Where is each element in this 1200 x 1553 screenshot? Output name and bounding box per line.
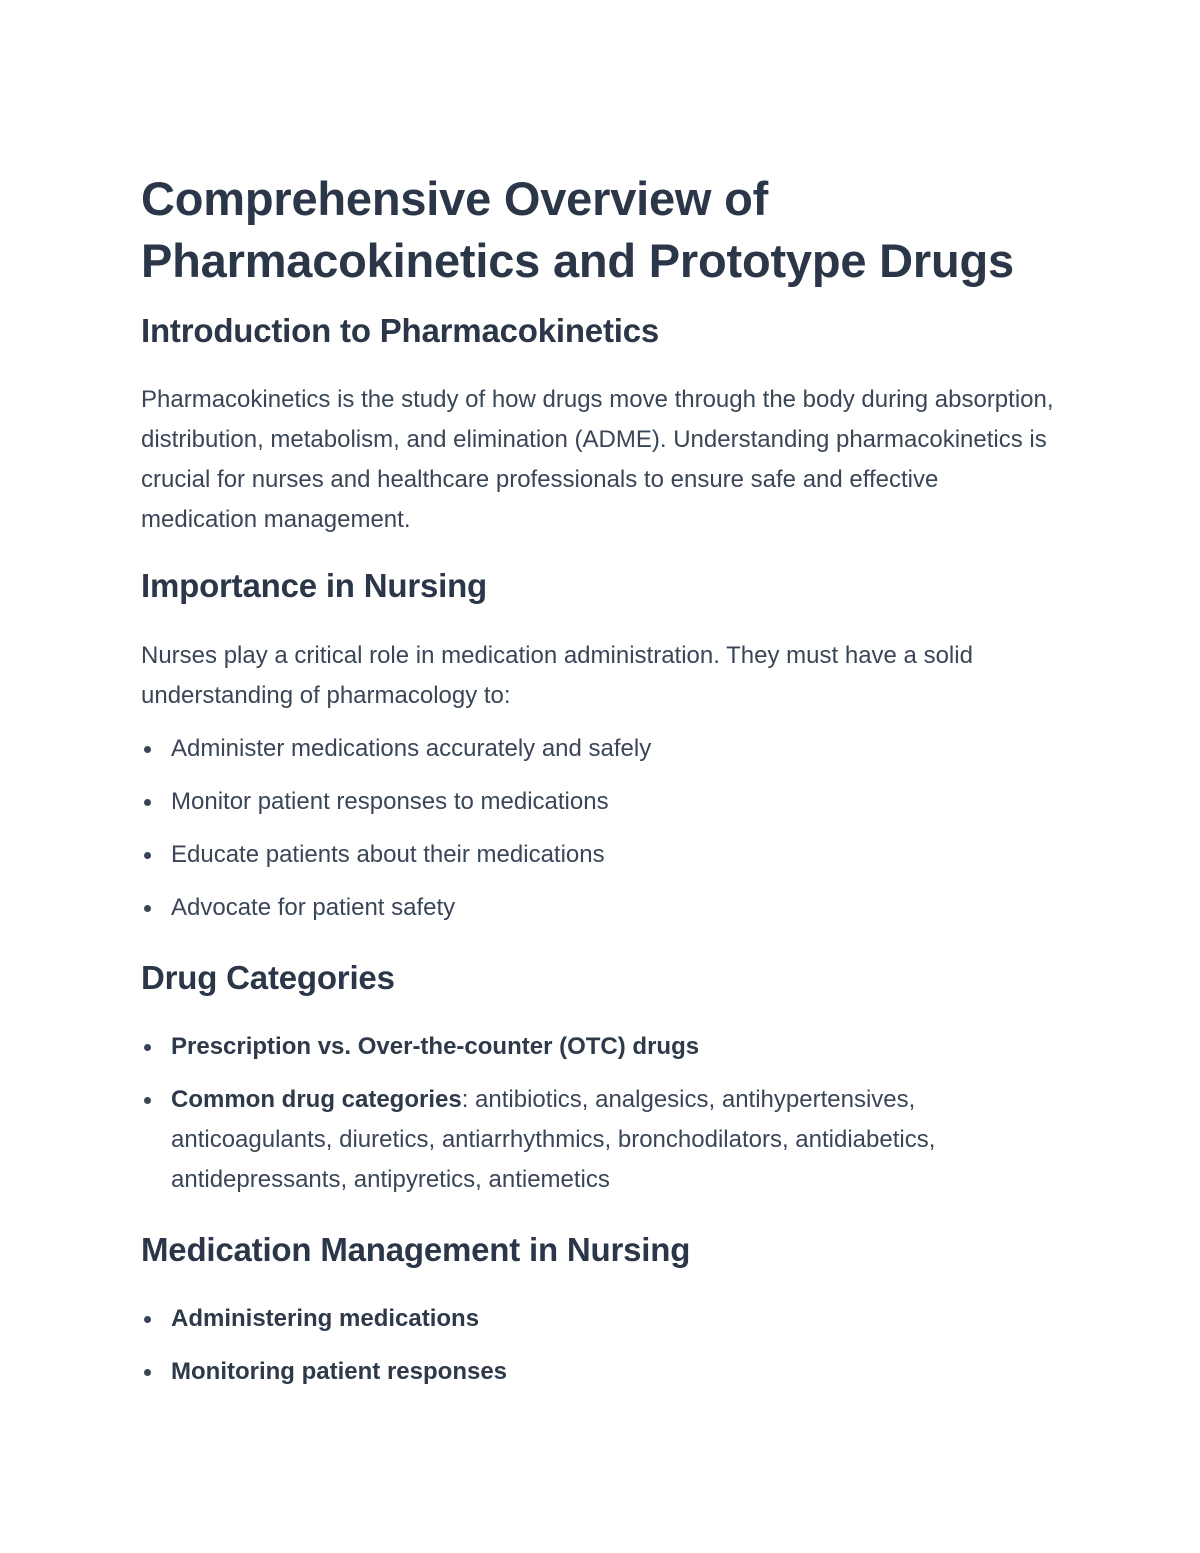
list-item-text: Educate patients about their medications — [171, 841, 605, 868]
list-item-text: Administer medications accurately and safely — [171, 735, 652, 762]
list-item — [141, 729, 1060, 769]
nursing-heading: Importance in Nursing — [141, 567, 488, 604]
bullet-icon — [144, 1044, 151, 1051]
list-item — [141, 835, 1060, 875]
bullet-icon — [144, 1369, 151, 1376]
intro-heading: Introduction to Pharmacokinetics — [141, 312, 660, 349]
categories-heading: Drug Categories — [141, 959, 395, 996]
nursing-list — [141, 729, 1060, 928]
page-title: Comprehensive Overview of Pharmacokinetics and Prototype Drugs — [141, 172, 1014, 287]
management-list — [141, 1299, 1060, 1392]
bullet-icon — [144, 1097, 151, 1104]
categories-list — [141, 1027, 1060, 1200]
list-item-text: Advocate for patient safety — [171, 894, 456, 921]
list-item — [141, 782, 1060, 822]
list-item-bold: Common drug categories — [171, 1086, 462, 1113]
bullet-icon — [144, 746, 151, 753]
list-item — [141, 888, 1060, 928]
list-item — [141, 1352, 1060, 1392]
nursing-paragraph: Nurses play a critical role in medication administration. They must have a solid understanding of pharmacology to: — [141, 642, 973, 709]
list-item — [141, 1027, 1060, 1067]
bullet-icon — [144, 852, 151, 859]
list-item — [141, 1080, 1060, 1200]
list-item-bold: Administering medications — [171, 1305, 480, 1332]
intro-paragraph: Pharmacokinetics is the study of how drugs move through the body during absorption, distribution, metabolism, and elimination (ADME). Understanding pharmacokinetics is crucial for nurses and healthcare professionals to ensure safe and effective medication management. — [141, 386, 1054, 533]
list-item-bold: Monitoring patient responses — [171, 1358, 508, 1385]
bullet-icon — [144, 799, 151, 806]
bullet-icon — [144, 905, 151, 912]
management-heading: Medication Management in Nursing — [141, 1231, 691, 1268]
list-item — [141, 1299, 1060, 1339]
list-item-text: : antibiotics, analgesics, antihypertensives, anticoagulants, diuretics, antiarrhythmics, bronchodilators, antidiabetics, antidepressants, antipyretics, antiemetics — [171, 1086, 936, 1193]
bullet-icon — [144, 1316, 151, 1323]
list-item-bold: Prescription vs. Over-the-counter (OTC) drugs — [171, 1033, 700, 1060]
list-item-text: Monitor patient responses to medications — [171, 788, 609, 815]
